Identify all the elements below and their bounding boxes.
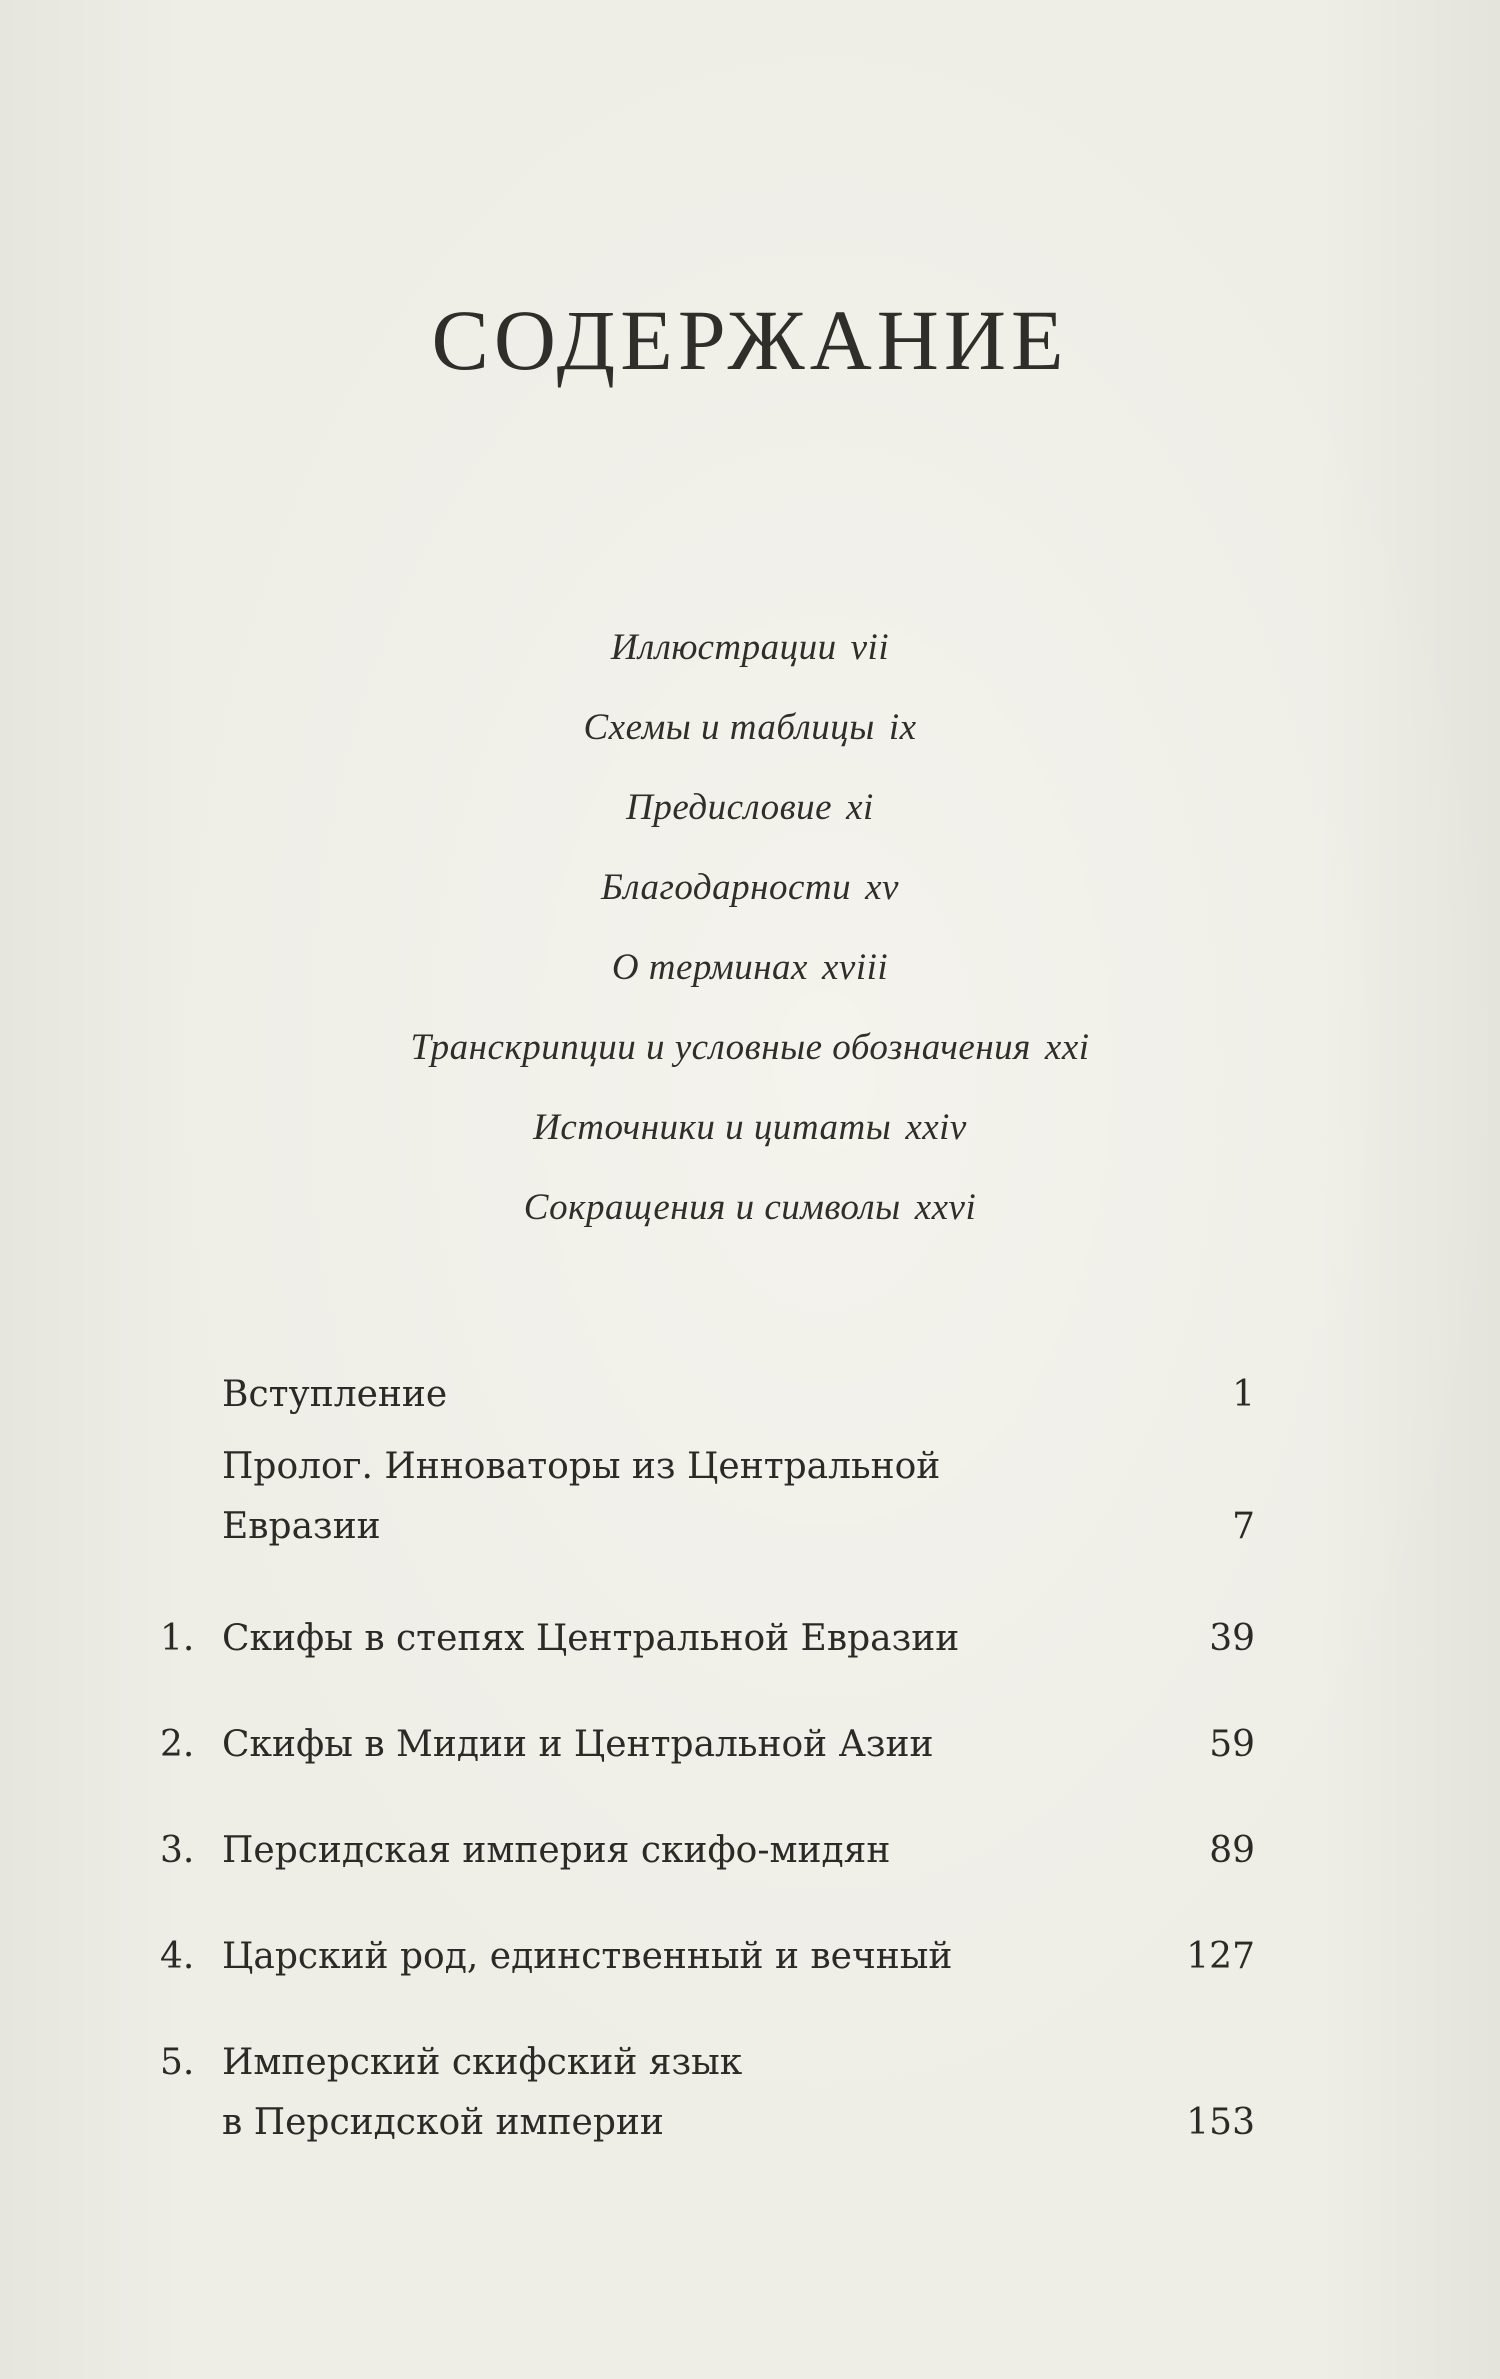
toc-entry-title: Скифы в Мидии и Центральной Азии: [222, 1724, 934, 1765]
toc-entry-page: 1: [1232, 1374, 1255, 1415]
front-matter-page: xxiv: [905, 1107, 967, 1148]
front-matter-list: [0, 620, 1500, 1260]
front-matter-label: Сокращения и символы: [523, 1187, 901, 1228]
toc-entry-page: 89: [1209, 1830, 1255, 1871]
front-matter-item[interactable]: [0, 620, 1500, 700]
front-matter-page: xv: [865, 867, 899, 908]
front-matter-label: Иллюстрации: [610, 627, 837, 668]
front-matter-label: Схемы и таблицы: [583, 707, 875, 748]
toc-entry-chapter-1[interactable]: [160, 1609, 1255, 1669]
front-matter-page: xi: [846, 787, 874, 828]
front-matter-label: Транскрипции и условные обозначения: [410, 1027, 1031, 1068]
front-matter-item[interactable]: [0, 940, 1500, 1020]
toc-entry-chapter-3[interactable]: [160, 1821, 1255, 1881]
front-matter-page: xviii: [821, 947, 889, 988]
front-matter-label: О терминах: [611, 947, 808, 988]
front-matter-page: xxi: [1044, 1027, 1090, 1068]
toc-entry-chapter-4[interactable]: [160, 1927, 1255, 1987]
front-matter-label: Предисловие: [626, 787, 833, 828]
front-matter-label: Источники и цитаты: [533, 1107, 892, 1148]
toc-entry-page: 7: [1232, 1506, 1255, 1547]
toc-entry-number: 4.: [160, 1936, 195, 1977]
toc-entry-number: 1.: [160, 1618, 195, 1659]
toc-entry-title-cont: в Персидской империи: [222, 2102, 664, 2143]
toc-entry-page: 127: [1186, 1936, 1255, 1977]
toc-entry-title-cont: Евразии: [222, 1506, 381, 1547]
toc-entry-title: Пролог. Инноваторы из Центральной: [222, 1446, 941, 1487]
toc-entry-title: Скифы в степях Центральной Евразии: [222, 1618, 960, 1659]
toc-entry-title: Царский род, единственный и вечный: [222, 1936, 953, 1977]
front-matter-label: Благодарности: [601, 867, 852, 908]
toc-entry-number: 3.: [160, 1830, 195, 1871]
toc-entry-number: 5.: [160, 2042, 195, 2083]
toc-entry-prologue[interactable]: [160, 1437, 1255, 1557]
toc-entry-title: Имперский скифский язык: [222, 2042, 743, 2083]
toc-entry-number: 2.: [160, 1724, 195, 1765]
toc-entry-chapter-2[interactable]: [160, 1715, 1255, 1775]
toc-entry-title: Персидская империя скифо-мидян: [222, 1830, 891, 1871]
front-matter-page: ix: [888, 707, 917, 748]
front-matter-item[interactable]: [0, 860, 1500, 940]
front-matter-item[interactable]: [0, 700, 1500, 780]
toc-entry-title: Вступление: [222, 1374, 448, 1415]
toc-entry-introduction[interactable]: [160, 1365, 1255, 1425]
front-matter-item[interactable]: [0, 1100, 1500, 1180]
toc-entry-page: 39: [1209, 1618, 1255, 1659]
page-title: СОДЕРЖАНИЕ: [431, 292, 1069, 388]
toc-entry-page: 59: [1209, 1724, 1255, 1765]
front-matter-page: vii: [850, 627, 890, 668]
front-matter-page: xxvi: [914, 1187, 977, 1228]
front-matter-item[interactable]: [0, 780, 1500, 860]
toc-entry-chapter-5[interactable]: [160, 2033, 1255, 2153]
front-matter-item[interactable]: [0, 1180, 1500, 1260]
contents-list: [160, 1365, 1255, 2153]
toc-entry-page: 153: [1186, 2102, 1255, 2143]
front-matter-item[interactable]: [0, 1020, 1500, 1100]
